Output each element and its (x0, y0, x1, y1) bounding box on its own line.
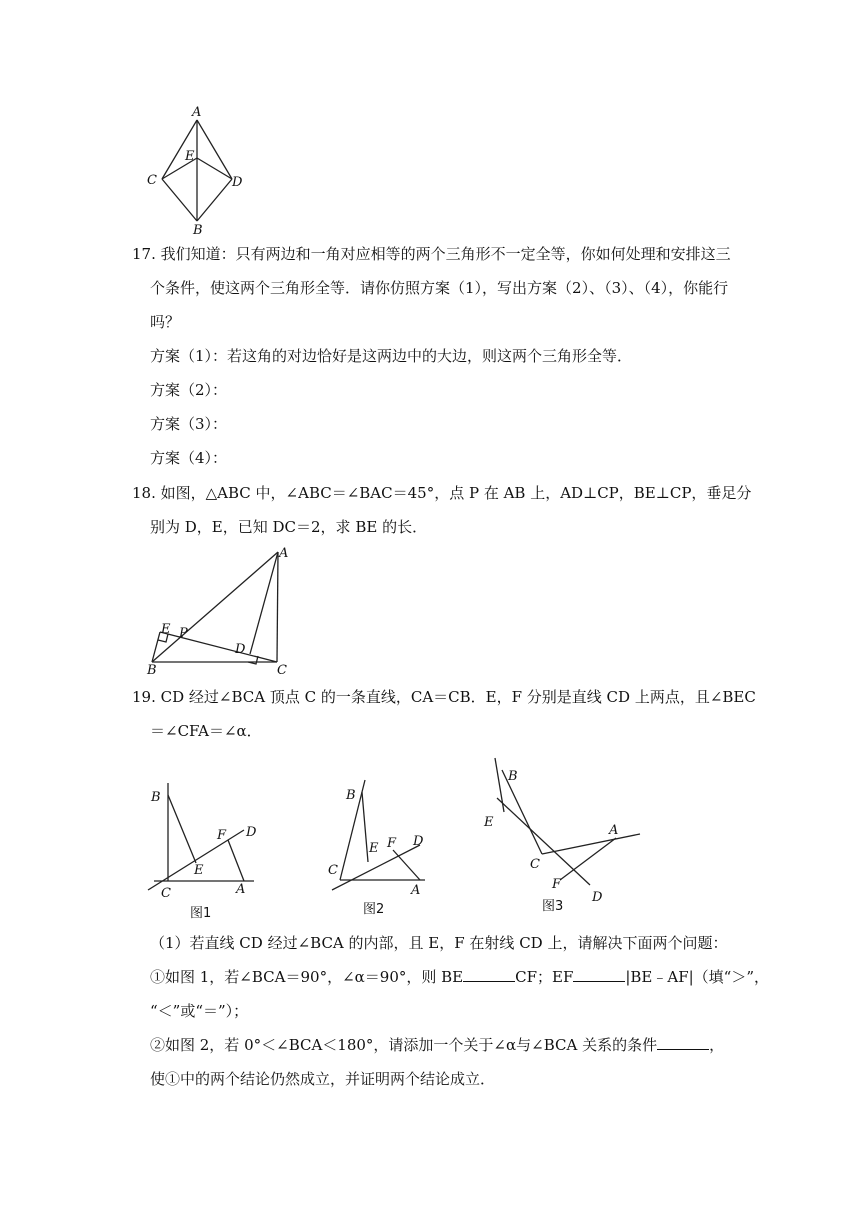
label-C: C (530, 857, 540, 872)
part1a-text-2: CF；EF (515, 968, 574, 986)
label-E: E (484, 815, 494, 830)
caption-fig3: 图3 (542, 899, 564, 914)
q19-part1a-cont: “＜”或“＝”）； (150, 1002, 249, 1020)
figure-q19-1 (140, 765, 270, 925)
label-B: B (346, 788, 356, 803)
label-A: A (192, 105, 202, 120)
figure-q18 (140, 540, 300, 680)
q17-plan1: 方案（1）：若这角的对边恰好是这两边中的大边，则这两个三角形全等． (150, 347, 633, 365)
q19-part1a (150, 967, 769, 987)
label-B: B (508, 769, 518, 784)
label-A: A (609, 823, 619, 838)
label-A: A (236, 882, 246, 897)
label-F: F (552, 877, 562, 892)
label-A: A (279, 546, 289, 561)
q19-part1b (150, 1035, 724, 1055)
q17-plan2: 方案（2）： (150, 381, 228, 399)
figure-q19-2 (325, 770, 455, 920)
label-F: F (217, 828, 227, 843)
part1b-text-2: ， (709, 1036, 725, 1054)
label-C: C (277, 663, 287, 678)
q17-line2: 个条件，使这两个三角形全等．请你仿照方案（1），写出方案（2）、（3）、（4），你能行 (150, 279, 729, 297)
label-D: D (413, 834, 424, 849)
label-B: B (147, 663, 157, 678)
q17-plan4: 方案（4）： (150, 449, 228, 467)
label-C: C (328, 863, 338, 878)
part1b-text-1: ②如图 2，若 0°＜∠BCA＜180°，请添加一个关于∠α与∠BCA 关系的条件 (150, 1036, 658, 1054)
label-P: P (179, 626, 188, 641)
figure-q19-3 (480, 750, 650, 914)
label-E: E (185, 149, 195, 164)
q18-line2: 别为 D，E，已知 DC＝2，求 BE 的长． (150, 518, 428, 536)
part1a-text-1: ①如图 1，若∠BCA＝90°，∠α＝90°，则 BE (150, 968, 464, 986)
answer-blank-2[interactable] (573, 967, 625, 982)
label-B: B (193, 223, 203, 238)
answer-blank-1[interactable] (463, 967, 515, 982)
part1a-text-3: |BE﹣AF|（填“＞”， (625, 968, 770, 986)
label-B: B (151, 790, 161, 805)
q19-line1: 19. CD 经过∠BCA 顶点 C 的一条直线，CA＝CB．E，F 分别是直线 CD 上两点，且∠BEC (132, 688, 756, 706)
q17-line3: 吗？ (150, 313, 181, 331)
caption-fig2: 图2 (363, 902, 385, 917)
label-E: E (369, 841, 379, 856)
caption-fig1: 图1 (190, 906, 212, 921)
label-C: C (147, 173, 157, 188)
label-A: A (411, 883, 421, 898)
label-E: E (161, 622, 171, 637)
label-C: C (161, 886, 171, 901)
label-F: F (387, 836, 397, 851)
q19-line2: ＝∠CFA＝∠α． (150, 722, 262, 740)
q18-line1: 18. 如图，△ABC 中，∠ABC＝∠BAC＝45°，点 P 在 AB 上，AD⊥CP，BE⊥CP，垂足分 (132, 484, 752, 502)
label-D: D (592, 890, 603, 905)
q19-part1b-cont: 使①中的两个结论仍然成立，并证明两个结论成立． (150, 1070, 496, 1088)
answer-blank-3[interactable] (657, 1035, 709, 1050)
q17-plan3: 方案（3）： (150, 415, 228, 433)
label-D: D (235, 642, 246, 657)
label-E: E (194, 863, 204, 878)
label-D: D (232, 175, 243, 190)
figure-q16 (140, 100, 260, 238)
q19-part1: （1）若直线 CD 经过∠BCA 的内部，且 E，F 在射线 CD 上，请解决下面两个问题： (150, 934, 728, 952)
label-D: D (246, 825, 257, 840)
q17-line1: 17. 我们知道：只有两边和一角对应相等的两个三角形不一定全等，你如何处理和安排这三 (132, 245, 731, 263)
